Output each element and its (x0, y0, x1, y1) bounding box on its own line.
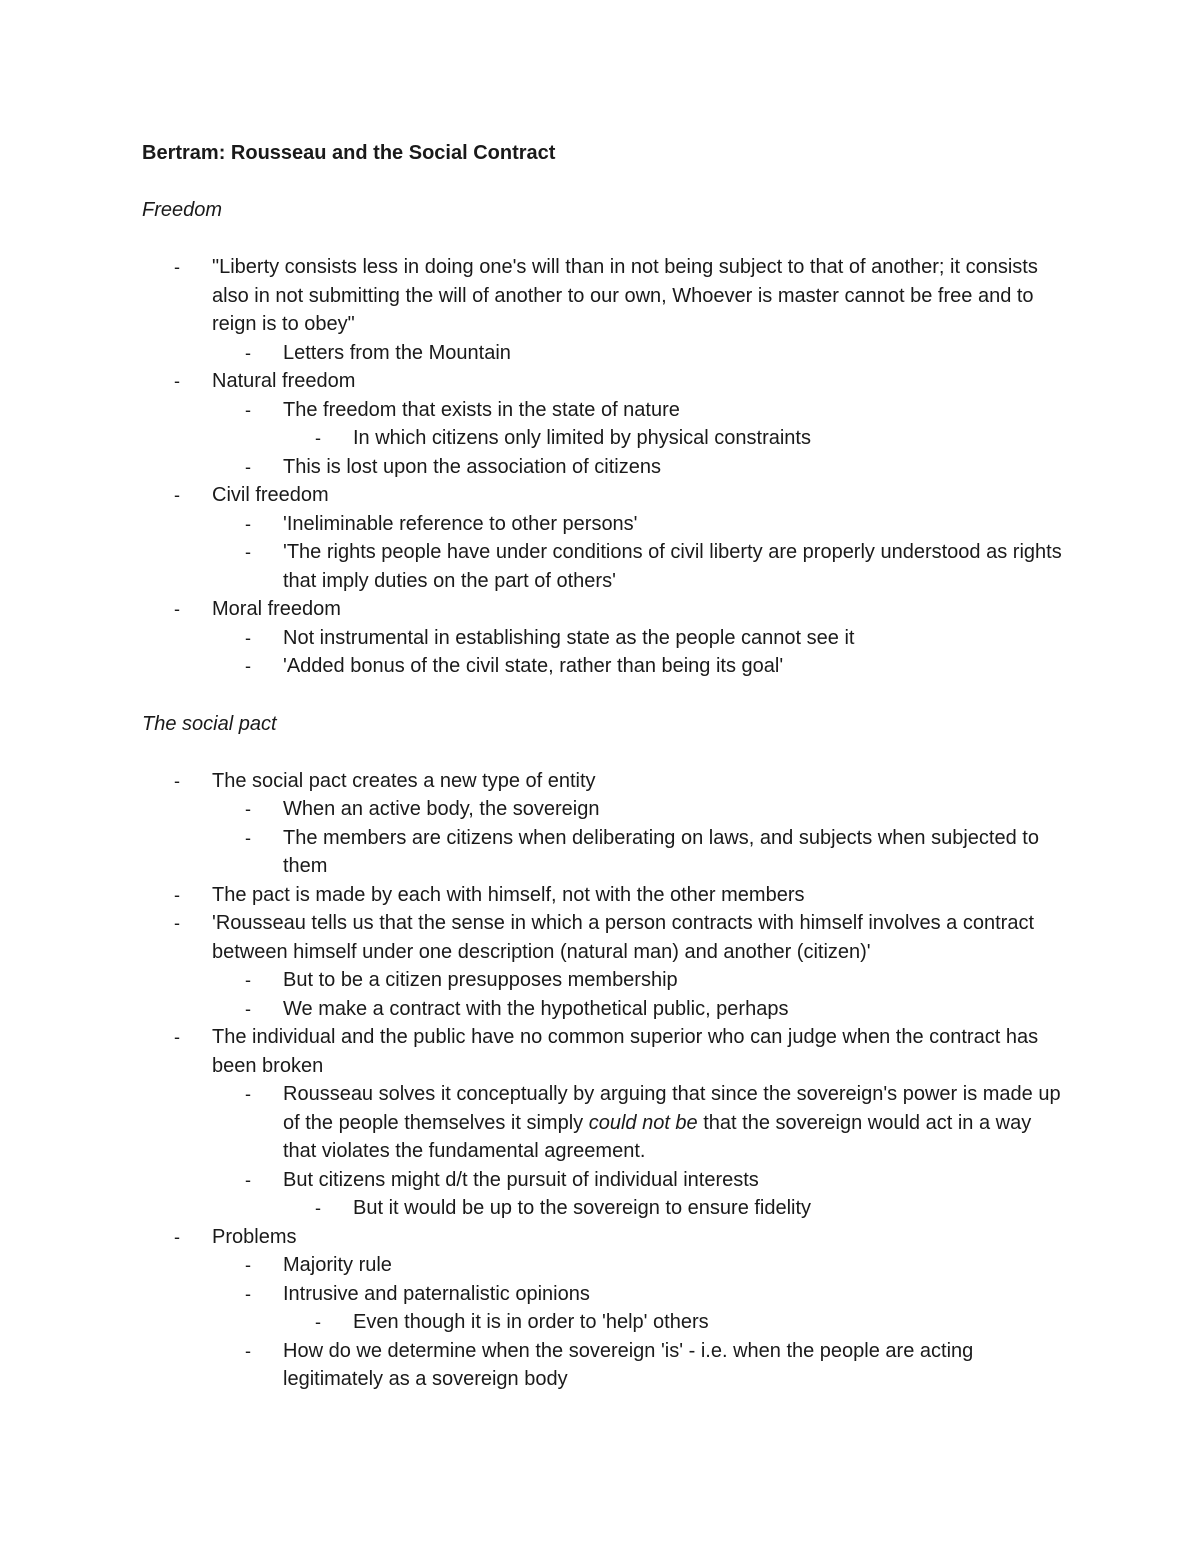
spacer (142, 167, 1062, 196)
dash-bullet-icon: - (245, 399, 251, 420)
spacer (142, 738, 1062, 767)
list-item (142, 396, 1062, 425)
dash-bullet-icon: - (245, 513, 251, 534)
list-item-text: When an active body, the sovereign (283, 798, 600, 820)
list-item-text: But citizens might d/t the pursuit of individual interests (283, 1168, 759, 1191)
list-item-text: Natural freedom (212, 370, 356, 392)
list-item-text: We make a contract with the hypothetical public, perhaps (283, 997, 789, 1020)
list-item-text: that the sovereign would act in a way that violates the fundamental agreement. (283, 1111, 1032, 1162)
list-item-text: Even though it is in order to 'help' others (353, 1311, 709, 1333)
list-item (142, 1280, 1062, 1309)
dash-bullet-icon: - (245, 1283, 251, 1304)
dash-bullet-icon: - (315, 1198, 321, 1218)
dash-bullet-icon: - (245, 456, 251, 477)
list-item (142, 1194, 1062, 1223)
list-item-text: 'Added bonus of the civil state, rather than being its goal' (283, 655, 784, 677)
list-item-emphasis: could not be (588, 1111, 698, 1134)
list-item (142, 1251, 1062, 1280)
list-item-text: But it would be up to the sovereign to ensure fidelity (353, 1197, 812, 1219)
list-item (142, 1337, 1062, 1394)
list-item-text: The social pact creates a new type of entity (212, 769, 596, 792)
list-item-text: Civil freedom (212, 484, 329, 506)
dash-bullet-icon: - (245, 970, 251, 990)
list-item (142, 1023, 1062, 1080)
list-item (142, 1166, 1062, 1195)
list-item (142, 510, 1062, 539)
document-body (142, 196, 1062, 1394)
spacer (142, 681, 1062, 710)
list-item-text: The freedom that exists in the state of nature (283, 398, 680, 421)
dash-bullet-icon: - (174, 257, 180, 277)
list-item-text: Not instrumental in establishing state as the people cannot see it (283, 626, 855, 649)
list-item (142, 595, 1062, 624)
list-item-text: In which citizens only limited by physical constraints (353, 427, 811, 449)
list-item-text: Intrusive and paternalistic opinions (283, 1282, 590, 1305)
list-item (142, 995, 1062, 1024)
dash-bullet-icon: - (245, 998, 251, 1019)
list-item (142, 795, 1062, 824)
list-item-text: "Liberty consists less in doing one's will than in not being subject to that of another; it consists also in not submitting the will of another to our own, Whoever is master cannot be free and to reign is to obey" (212, 256, 1038, 335)
document-page (142, 139, 1062, 1394)
dash-bullet-icon: - (174, 884, 180, 905)
dash-bullet-icon: - (245, 342, 251, 363)
list-item-text: How do we determine when the sovereign 'is' - i.e. when the people are acting legitimately as a sovereign body (283, 1339, 974, 1390)
section-heading: Freedom (142, 199, 223, 221)
dash-bullet-icon: - (174, 1226, 180, 1247)
list-item-text: Letters from the Mountain (283, 341, 511, 364)
dash-bullet-icon: - (174, 371, 180, 391)
list-item-text: Majority rule (283, 1254, 392, 1276)
list-item (142, 453, 1062, 482)
dash-bullet-icon: - (245, 542, 251, 562)
dash-bullet-icon: - (245, 1169, 251, 1190)
dash-bullet-icon: - (174, 913, 180, 933)
dash-bullet-icon: - (245, 656, 251, 676)
list-item-text: Problems (212, 1225, 297, 1248)
list-item-text: Rousseau solves it conceptually by arguing that since the sovereign's power is made up of the people themselves it simply (283, 1083, 1061, 1134)
list-item (142, 1080, 1062, 1166)
list-item-text: 'The rights people have under conditions of civil liberty are properly understood as rights that imply duties on the part of others' (283, 541, 1062, 592)
dash-bullet-icon: - (315, 428, 321, 448)
list-item (142, 767, 1062, 796)
list-item-text: 'Rousseau tells us that the sense in which a person contracts with himself involves a contract between himself under one description (natural man) and another (citizen)' (212, 912, 1035, 963)
dash-bullet-icon: - (174, 599, 180, 619)
list-item (142, 824, 1062, 881)
dash-bullet-icon: - (245, 1340, 251, 1361)
list-item-text: This is lost upon the association of citizens (283, 455, 661, 478)
dash-bullet-icon: - (245, 799, 251, 819)
list-item (142, 424, 1062, 453)
dash-bullet-icon: - (245, 827, 251, 848)
dash-bullet-icon: - (174, 1027, 180, 1047)
list-item-text: 'Ineliminable reference to other persons' (283, 512, 638, 535)
list-item (142, 339, 1062, 368)
section-heading: The social pact (142, 712, 277, 735)
list-item-text: The members are citizens when deliberating on laws, and subjects when subjected to them (283, 826, 1039, 877)
list-item (142, 253, 1062, 339)
dash-bullet-icon: - (245, 1255, 251, 1275)
list-item (142, 966, 1062, 995)
list-item (142, 909, 1062, 966)
list-item (142, 481, 1062, 510)
spacer (142, 224, 1062, 253)
list-item (142, 652, 1062, 681)
dash-bullet-icon: - (174, 770, 180, 791)
list-item (142, 367, 1062, 396)
list-item (142, 538, 1062, 595)
list-item (142, 881, 1062, 910)
list-item (142, 1308, 1062, 1337)
list-item-text: The pact is made by each with himself, not with the other members (212, 883, 805, 906)
list-item (142, 624, 1062, 653)
list-item-text: The individual and the public have no common superior who can judge when the contract has been broken (212, 1026, 1039, 1077)
list-item-text: Moral freedom (212, 598, 341, 620)
bullet-list (142, 253, 1062, 681)
document-title: Bertram: Rousseau and the Social Contract (142, 142, 556, 164)
dash-bullet-icon: - (245, 627, 251, 648)
list-item (142, 1223, 1062, 1252)
bullet-list (142, 767, 1062, 1394)
list-item-text: But to be a citizen presupposes membership (283, 969, 678, 991)
dash-bullet-icon: - (315, 1312, 321, 1332)
dash-bullet-icon: - (174, 485, 180, 505)
dash-bullet-icon: - (245, 1084, 251, 1104)
